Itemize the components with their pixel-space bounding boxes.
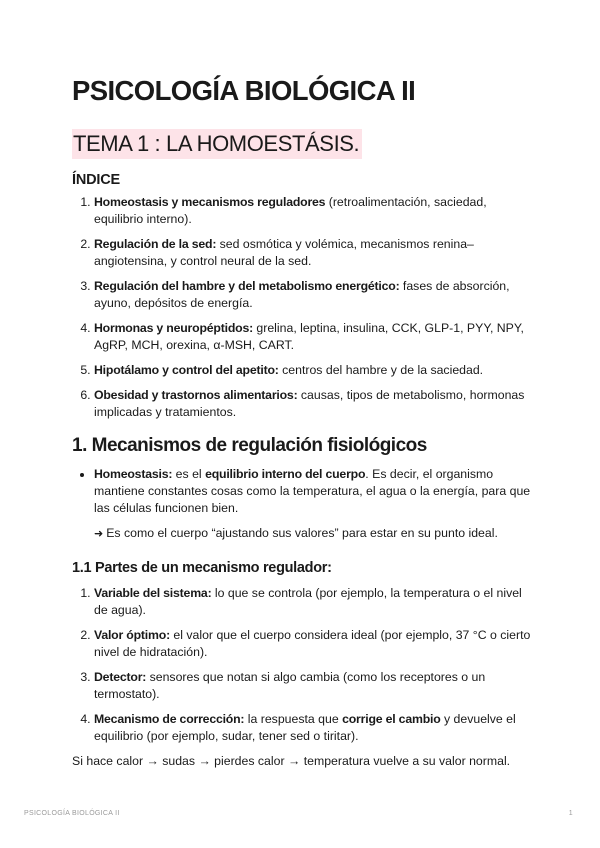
indice-item: 4. Hormonas y neuropéptidos: grelina, leptina, insulina, CCK, GLP-1, PYY, NPY, AgRP, MCH, orexina, α-MSH, CART. (94, 320, 532, 354)
section-1-1-heading: 1.1 Partes de un mecanismo regulador: (72, 560, 332, 576)
indice-item: 2. Regulación de la sed: sed osmótica y volémica, mecanismos renina–angiotensina, y control neural de la sed. (94, 236, 532, 270)
footer-label: PSICOLOGÍA BIOLÓGICA II (24, 810, 120, 817)
definition-list (72, 466, 532, 517)
indice-item: 6. Obesidad y trastornos alimentarios: causas, tipos de metabolismo, hormonas implicadas y tratamientos. (94, 387, 532, 421)
section-1-heading: 1. Mecanismos de regulación fisiológicos (72, 435, 427, 456)
regulator-part-item: 4. Mecanismo de corrección: la respuesta que corrige el cambio y devuelve el equilibrio (por ejemplo, sudar, tener sed o tiritar). (94, 711, 532, 745)
tema-heading (72, 129, 532, 163)
page-content (72, 74, 532, 770)
analogy-note: ➜ Es como el cuerpo “ajustando sus valores” para estar en su punto ideal. (94, 526, 498, 540)
homeostasis-definition: • Homeostasis: es el equilibrio interno del cuerpo. Es decir, el organismo mantiene constantes cosas como la temperatura, el agua o la energía, para que las células funcionen bien. (94, 466, 532, 517)
regulator-part-item: 3. Detector: sensores que notan si algo cambia (como los receptores o un termostato). (94, 669, 532, 703)
page-footer (24, 810, 573, 817)
indice-item: 1. Homeostasis y mecanismos reguladores (retroalimentación, saciedad, equilibrio interno). (94, 194, 532, 228)
regulator-parts-list (72, 585, 532, 745)
indice-item: 3. Regulación del hambre y del metabolismo energético: fases de absorción, ayuno, depósitos de energía. (94, 278, 532, 312)
tema-highlight: TEMA 1 : LA HOMOESTÁSIS. (72, 129, 362, 159)
indice-item: 5. Hipotálamo y control del apetito: centros del hambre y de la saciedad. (94, 362, 532, 379)
indice-list (72, 194, 532, 421)
arrow-right-icon: ➜ (94, 528, 104, 540)
regulator-part-item: 1. Variable del sistema: lo que se controla (por ejemplo, la temperatura o el nivel de agua). (94, 585, 532, 619)
document-title: PSICOLOGÍA BIOLÓGICA II (72, 75, 416, 106)
example-sequence: Si hace calor → sudas → pierdes calor → temperatura vuelve a su valor normal. (72, 754, 511, 768)
page-number: 1 (568, 810, 573, 817)
indice-heading: ÍNDICE (72, 172, 120, 188)
regulator-part-item: 2. Valor óptimo: el valor que el cuerpo considera ideal (por ejemplo, 37 °C o cierto nivel de hidratación). (94, 627, 532, 661)
